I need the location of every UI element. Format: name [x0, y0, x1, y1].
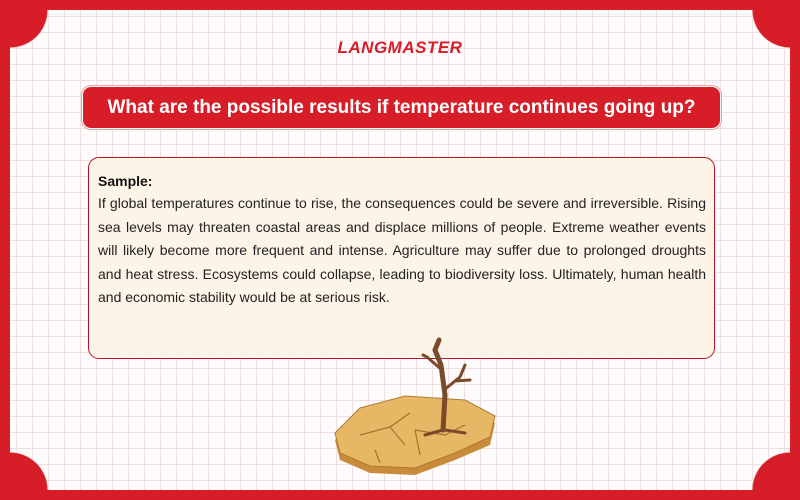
sample-card — [88, 157, 715, 359]
content-area — [10, 10, 790, 490]
sample-label: Sample: — [98, 173, 153, 189]
cracked-ground-icon — [335, 396, 495, 475]
brand-logo: LANGMASTER — [337, 38, 463, 57]
question-banner: What are the possible results if temperature continues going up? — [82, 86, 721, 129]
sample-text: If global temperatures continue to rise, the consequences could be severe and irreversible. Rising sea levels may threaten coastal areas and displace millions of people. Extreme weather events will likely become more frequent and intense. Agriculture may suffer due to prolonged droughts and heat stress. Ecosystems could collapse, leading to biodiversity loss. Ultimately, human health and economic stability would be at serious risk. — [98, 195, 706, 305]
dry-land-tree-illustration — [315, 335, 515, 485]
frame-corner — [10, 452, 48, 490]
frame-corner — [752, 452, 790, 490]
